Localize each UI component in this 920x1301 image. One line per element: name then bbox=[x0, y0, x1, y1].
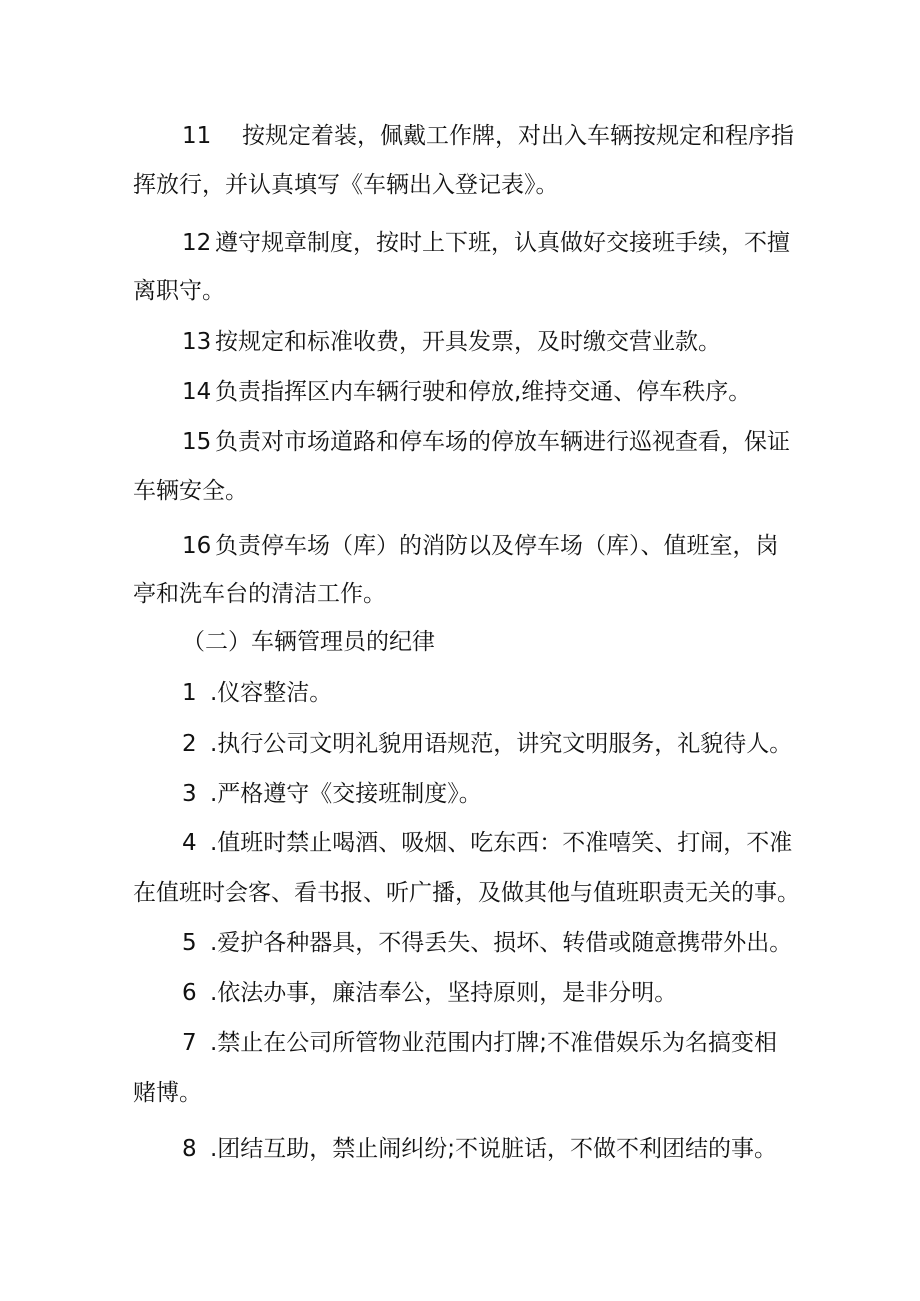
duty-text: 按规定和标准收费，开具发票，及时缴交营业款。 bbox=[215, 329, 721, 355]
rule-number: 2 bbox=[182, 731, 197, 757]
duty-11-line-2: 挥放行，并认真填写《车辆出入登记表》。 bbox=[133, 172, 559, 198]
duty-12-line-1 bbox=[182, 227, 790, 259]
duty-number: 11 bbox=[182, 123, 212, 149]
duty-text: 负责停车场（库）的消防以及停车场（库）、值班室，岗 bbox=[215, 533, 779, 559]
duty-text: 负责指挥区内车辆行驶和停放,维持交通、停车秩序。 bbox=[215, 379, 752, 405]
duty-number: 14 bbox=[182, 379, 212, 405]
rule-8-line-1 bbox=[182, 1133, 777, 1165]
duty-15-line-2: 车辆安全。 bbox=[133, 478, 248, 504]
rule-number: 8 bbox=[182, 1136, 197, 1162]
rule-text: .依法办事，廉洁奉公，坚持原则，是非分明。 bbox=[210, 980, 678, 1006]
duty-number: 16 bbox=[182, 533, 212, 559]
section-heading: （二）车辆管理员的纪律 bbox=[182, 629, 435, 655]
rule-number: 6 bbox=[182, 980, 197, 1006]
duty-text: 遵守规章制度，按时上下班，认真做好交接班手续，不擅 bbox=[215, 230, 790, 256]
duty-16-line-2: 亭和洗车台的清洁工作。 bbox=[133, 581, 386, 607]
rule-text: .仪容整洁。 bbox=[210, 680, 333, 706]
rule-text: .禁止在公司所管物业范围内打牌;不准借娱乐为名搞变相 bbox=[210, 1030, 778, 1056]
rule-number: 1 bbox=[182, 680, 197, 706]
rule-number: 7 bbox=[182, 1030, 197, 1056]
rule-7-line-2: 赌博。 bbox=[133, 1080, 202, 1106]
duty-text: 负责对市场道路和停车场的停放车辆进行巡视查看，保证 bbox=[215, 429, 790, 455]
rule-text: .执行公司文明礼貌用语规范，讲究文明服务，礼貌待人。 bbox=[210, 731, 793, 757]
rule-text: .爱护各种器具，不得丢失、损坏、转借或随意携带外出。 bbox=[210, 930, 793, 956]
rule-text: .团结互助，禁止闹纠纷;不说脏话，不做不利团结的事。 bbox=[210, 1136, 778, 1162]
rule-2-line-1 bbox=[182, 728, 792, 760]
rule-1-line-1 bbox=[182, 677, 332, 709]
rule-7-line-1 bbox=[182, 1027, 777, 1059]
rule-4-line-1 bbox=[182, 827, 792, 859]
rule-number: 5 bbox=[182, 930, 197, 956]
duty-number: 12 bbox=[182, 230, 212, 256]
duty-12-line-2: 离职守。 bbox=[133, 278, 225, 304]
rule-6-line-1 bbox=[182, 977, 677, 1009]
duty-15-line-1 bbox=[182, 426, 790, 458]
duty-number: 15 bbox=[182, 429, 212, 455]
rule-text: .严格遵守《交接班制度》。 bbox=[210, 781, 482, 807]
duty-number: 13 bbox=[182, 329, 212, 355]
duty-text: 按规定着装，佩戴工作牌，对出入车辆按规定和程序指 bbox=[242, 123, 794, 149]
duty-14-line-1 bbox=[182, 376, 751, 408]
rule-number: 4 bbox=[182, 830, 197, 856]
duty-16-line-1 bbox=[182, 530, 779, 562]
rule-5-line-1 bbox=[182, 927, 792, 959]
rule-number: 3 bbox=[182, 781, 197, 807]
rule-text: .值班时禁止喝酒、吸烟、吃东西：不准嘻笑、打闹，不准 bbox=[210, 830, 793, 856]
rule-4-line-2: 在值班时会客、看书报、听广播，及做其他与值班职责无关的事。 bbox=[133, 880, 800, 906]
duty-13-line-1 bbox=[182, 326, 721, 358]
duty-11-line-1 bbox=[182, 120, 794, 152]
rule-3-line-1 bbox=[182, 778, 482, 810]
